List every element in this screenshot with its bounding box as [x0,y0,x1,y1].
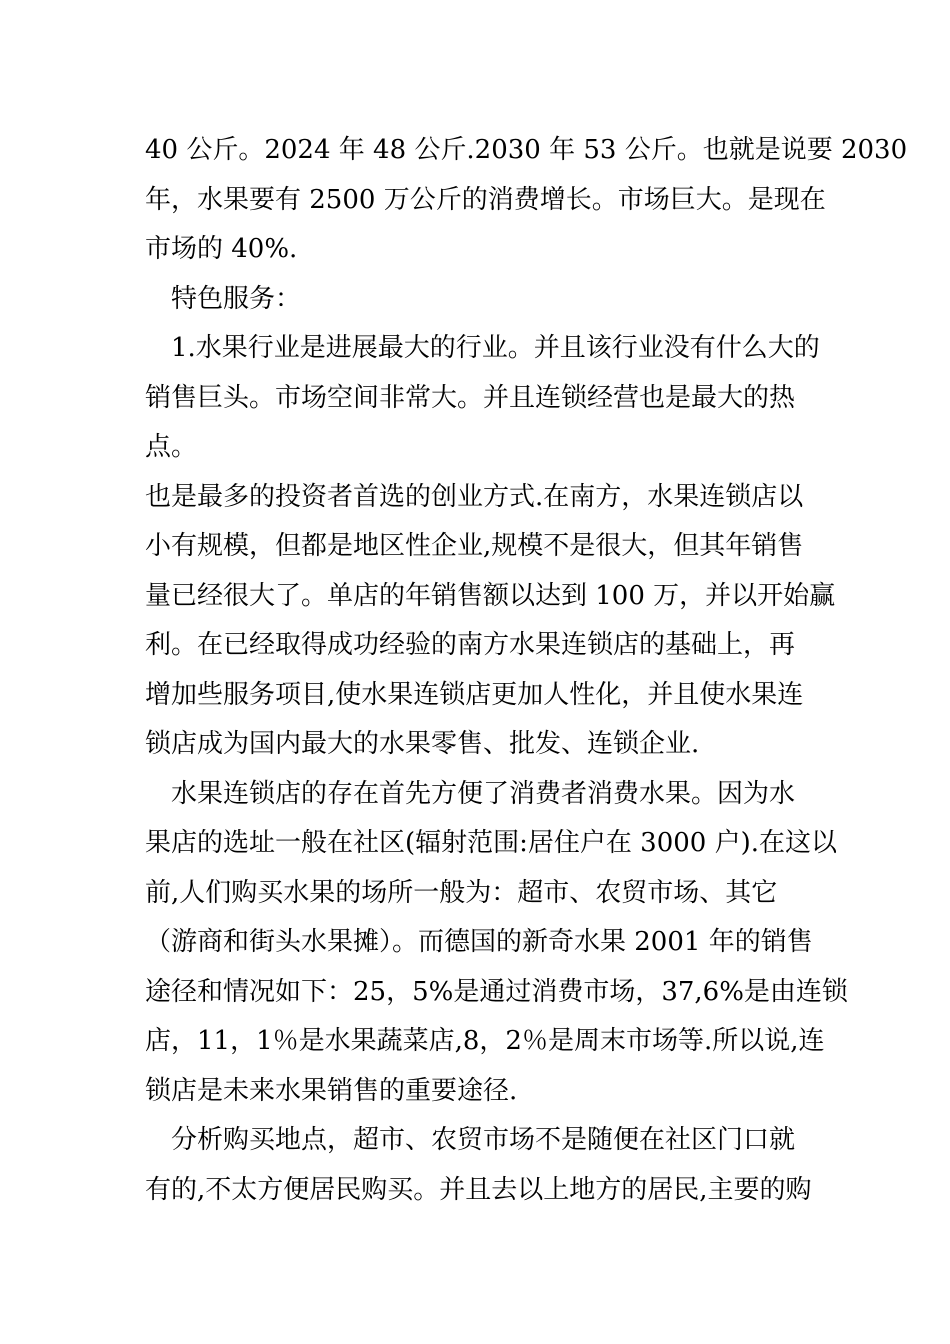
text-line: 小有规模，但都是地区性企业,规模不是很大，但其年销售 [145,531,804,561]
text-line: 锁店成为国内最大的水果零售、批发、连锁企业. [145,729,700,759]
text-line: 也是最多的投资者首选的创业方式.在南方，水果连锁店以 [145,481,804,512]
text-line: 年，水果要有 2500 万公斤的消费增长。市场巨大。是现在 [145,184,826,215]
text-line: 途径和情况如下：25，5%是通过消费市场，37,6%是由连锁 [145,976,848,1007]
text-line: 店，11，1％是水果蔬菜店,8，2％是周末市场等.所以说,连 [145,1026,825,1056]
text-line: 增加些服务项目,使水果连锁店更加人性化，并且使水果连 [145,679,804,710]
text-line: 利。在已经取得成功经验的南方水果连锁店的基础上，再 [145,630,796,660]
text-line: 1.水果行业是进展最大的行业。并且该行业没有什么大的 [171,333,820,363]
body-text [145,126,908,1215]
text-line: 果店的选址一般在社区(辐射范围:居住户在 3000 户).在这以 [145,828,838,858]
text-line: 前,人们购买水果的场所一般为：超市、农贸市场、其它 [145,877,778,908]
text-line: 40 公斤。2024 年 48 公斤.2030 年 53 公斤。也就是说要 2030 [145,135,908,165]
text-line: 销售巨头。市场空间非常大。并且连锁经营也是最大的热 [145,382,796,413]
text-line: 有的,不太方便居民购买。并且去以上地方的居民,主要的购 [145,1174,812,1205]
text-line: 分析购买地点，超市、农贸市场不是随便在社区门口就 [171,1125,796,1155]
text-line: 量已经很大了。单店的年销售额以达到 100 万，并以开始赢 [145,580,836,611]
text-line: （游商和街头水果摊）。而德国的新奇水果 2001 年的销售 [145,927,813,957]
text-line: 点。 [145,432,198,462]
text-line: 特色服务： [171,283,302,314]
text-line: 水果连锁店的存在首先方便了消费者消费水果。因为水 [171,778,796,809]
text-line: 市场的 40%. [145,234,298,264]
text-line: 锁店是未来水果销售的重要途径. [145,1075,518,1106]
